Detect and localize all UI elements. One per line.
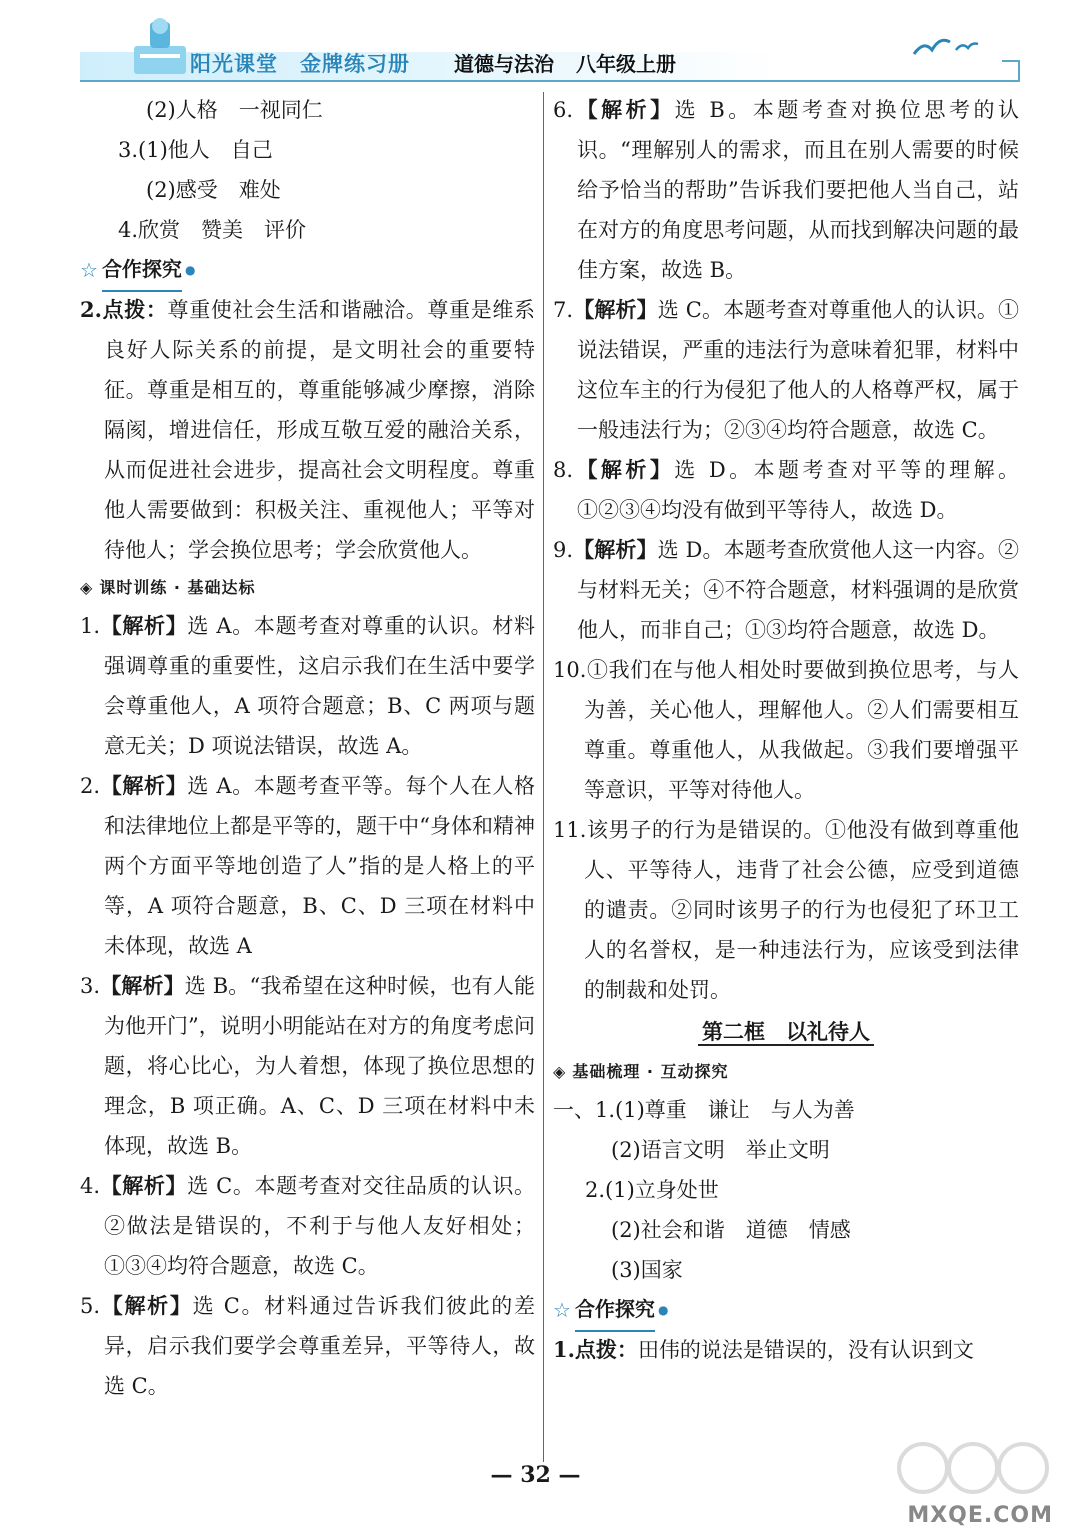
answer-item: 3.【解析】选 B。“我希望在这种时候，也有人能为他开门”，说明小明能站在对方的角度考虑问题，将心比心，为人着想，体现了换位思想的理念，B 项正确。A、C、D 三项在材料中未体现，故选 B。 [80,973,536,1158]
section-heading: ☆ 合作探究 ● [80,250,535,290]
answer-line: (2)感受 难处 [146,178,281,202]
star-icon: ☆ [80,258,98,282]
answer-item: 5.【解析】选 C。材料通过告诉我们彼此的差异，启示我们要学会尊重差异，平等待人，故选 C。 [80,1293,536,1398]
dot-icon: ● [184,263,196,277]
series-title: 阳光课堂 金牌练习册 [190,52,410,76]
answer-line: 2.(1)立身处世 [585,1178,719,1202]
subject-name: 道德与法治 [454,52,554,76]
answer-line: (3)国家 [611,1258,683,1282]
page-number: — 32 — [490,1462,581,1488]
answer-item: 7.【解析】选 C。本题考查对尊重他人的认识。①说法错误，严重的违法行为意味着犯罪，材料中这位车主的行为侵犯了他人的人格尊严权，属于一般违法行为；②③④均符合题意，故选 C。 [553,297,1019,442]
answer-line: (2)社会和谐 道德 情感 [611,1218,851,1242]
answer-item: 8.【解析】选 D。本题考查对平等的理解。①②③④均没有做到平等待人，故选 D。 [553,457,1020,522]
answer-item: 2.【解析】选 A。本题考查平等。每个人在人格和法律地位上都是平等的，题干中“身体和精神两个方面平等地创造了人”指的是人格上的平等，A 项符合题意，B、C、D 三项在材料中未体现，故选 A [80,773,535,958]
diamond-icon: ◈ [553,1062,567,1081]
answer-line: (2)人格 一视同仁 [146,98,323,122]
frame-title: 第二框 以礼待人 [553,1010,1019,1054]
answer-line: (2)语言文明 举止文明 [611,1138,830,1162]
diamond-icon: ◈ [80,578,94,597]
column-divider [543,92,544,1462]
answer-item: 6.【解析】选 B。本题考查对换位思考的认识。“理解别人的需求，而且在别人需要的时候给予恰当的帮助”告诉我们要把他人当自己，站在对方的角度思考问题，从而找到解决问题的最佳方案，故选 B。 [553,97,1020,282]
section-heading: ☆ 合作探究 ● [553,1290,1019,1330]
dot-icon: ● [657,1303,669,1317]
answer-item: 10.①我们在与他人相处时要做到换位思考，与人为善，关心他人，理解他人。②人们需要相互尊重。尊重他人，从我做起。③我们要增强平等意识，平等对待他人。 [553,658,1019,802]
answer-item: 2.点拨：尊重使社会生活和谐融洽。尊重是维系良好人际关系的前提，是文明社会的重要特征。尊重是相互的，尊重能够减少摩擦，消除隔阂，增进信任，形成互敬互爱的融洽关系，从而促进社会进步，提高社会文明程度。尊重他人需要做到：积极关注、重视他人；平等对待他人；学会换位思考；学会欣赏他人。 [80,297,535,562]
birds-icon [910,28,980,64]
answer-line: 4.欣赏 赞美 评价 [118,218,307,242]
answer-line: 3.(1)他人 自己 [118,138,273,162]
left-column [80,90,535,1406]
answer-item: 9.【解析】选 D。本题考查欣赏他人这一内容。②与材料无关；④不符合题意，材料强调的是欣赏他人，而非自己；①③均符合题意，故选 D。 [553,537,1020,642]
section-heading: ◈ 课时训练 · 基础达标 [80,570,535,606]
star-icon: ☆ [553,1298,571,1322]
right-column [553,90,1019,1370]
page-header [70,14,1020,84]
subject-grade [454,48,698,77]
trophy-logo-icon [128,16,192,76]
answer-item: 11.该男子的行为是错误的。①他没有做到尊重他人、平等待人，违背了社会公德，应受到道德的谴责。②同时该男子的行为也侵犯了环卫工人的名誉权，是一种违法行为，应该受到法律的制裁和处罚。 [553,818,1019,1002]
section-heading: ◈ 基础梳理 · 互动探究 [553,1054,1019,1090]
answer-item: 1.点拨：田伟的说法是错误的，没有认识到文 [553,1337,974,1362]
answer-line: 一、1.(1)尊重 谦让 与人为善 [553,1098,855,1122]
answer-item: 1.【解析】选 A。本题考查对尊重的认识。材料强调尊重的重要性，这启示我们在生活中要学会尊重他人，A 项符合题意；B、C 两项与题意无关；D 项说法错误，故选 A。 [80,613,535,758]
header-band-end [1002,60,1020,82]
watermark-text: MXQE.COM [907,1503,1053,1528]
grade-name: 八年级上册 [576,52,676,76]
answer-item: 4.【解析】选 C。本题考查对交往品质的认识。②做法是错误的，不利于与他人友好相处；①③④均符合题意，故选 C。 [80,1173,536,1278]
